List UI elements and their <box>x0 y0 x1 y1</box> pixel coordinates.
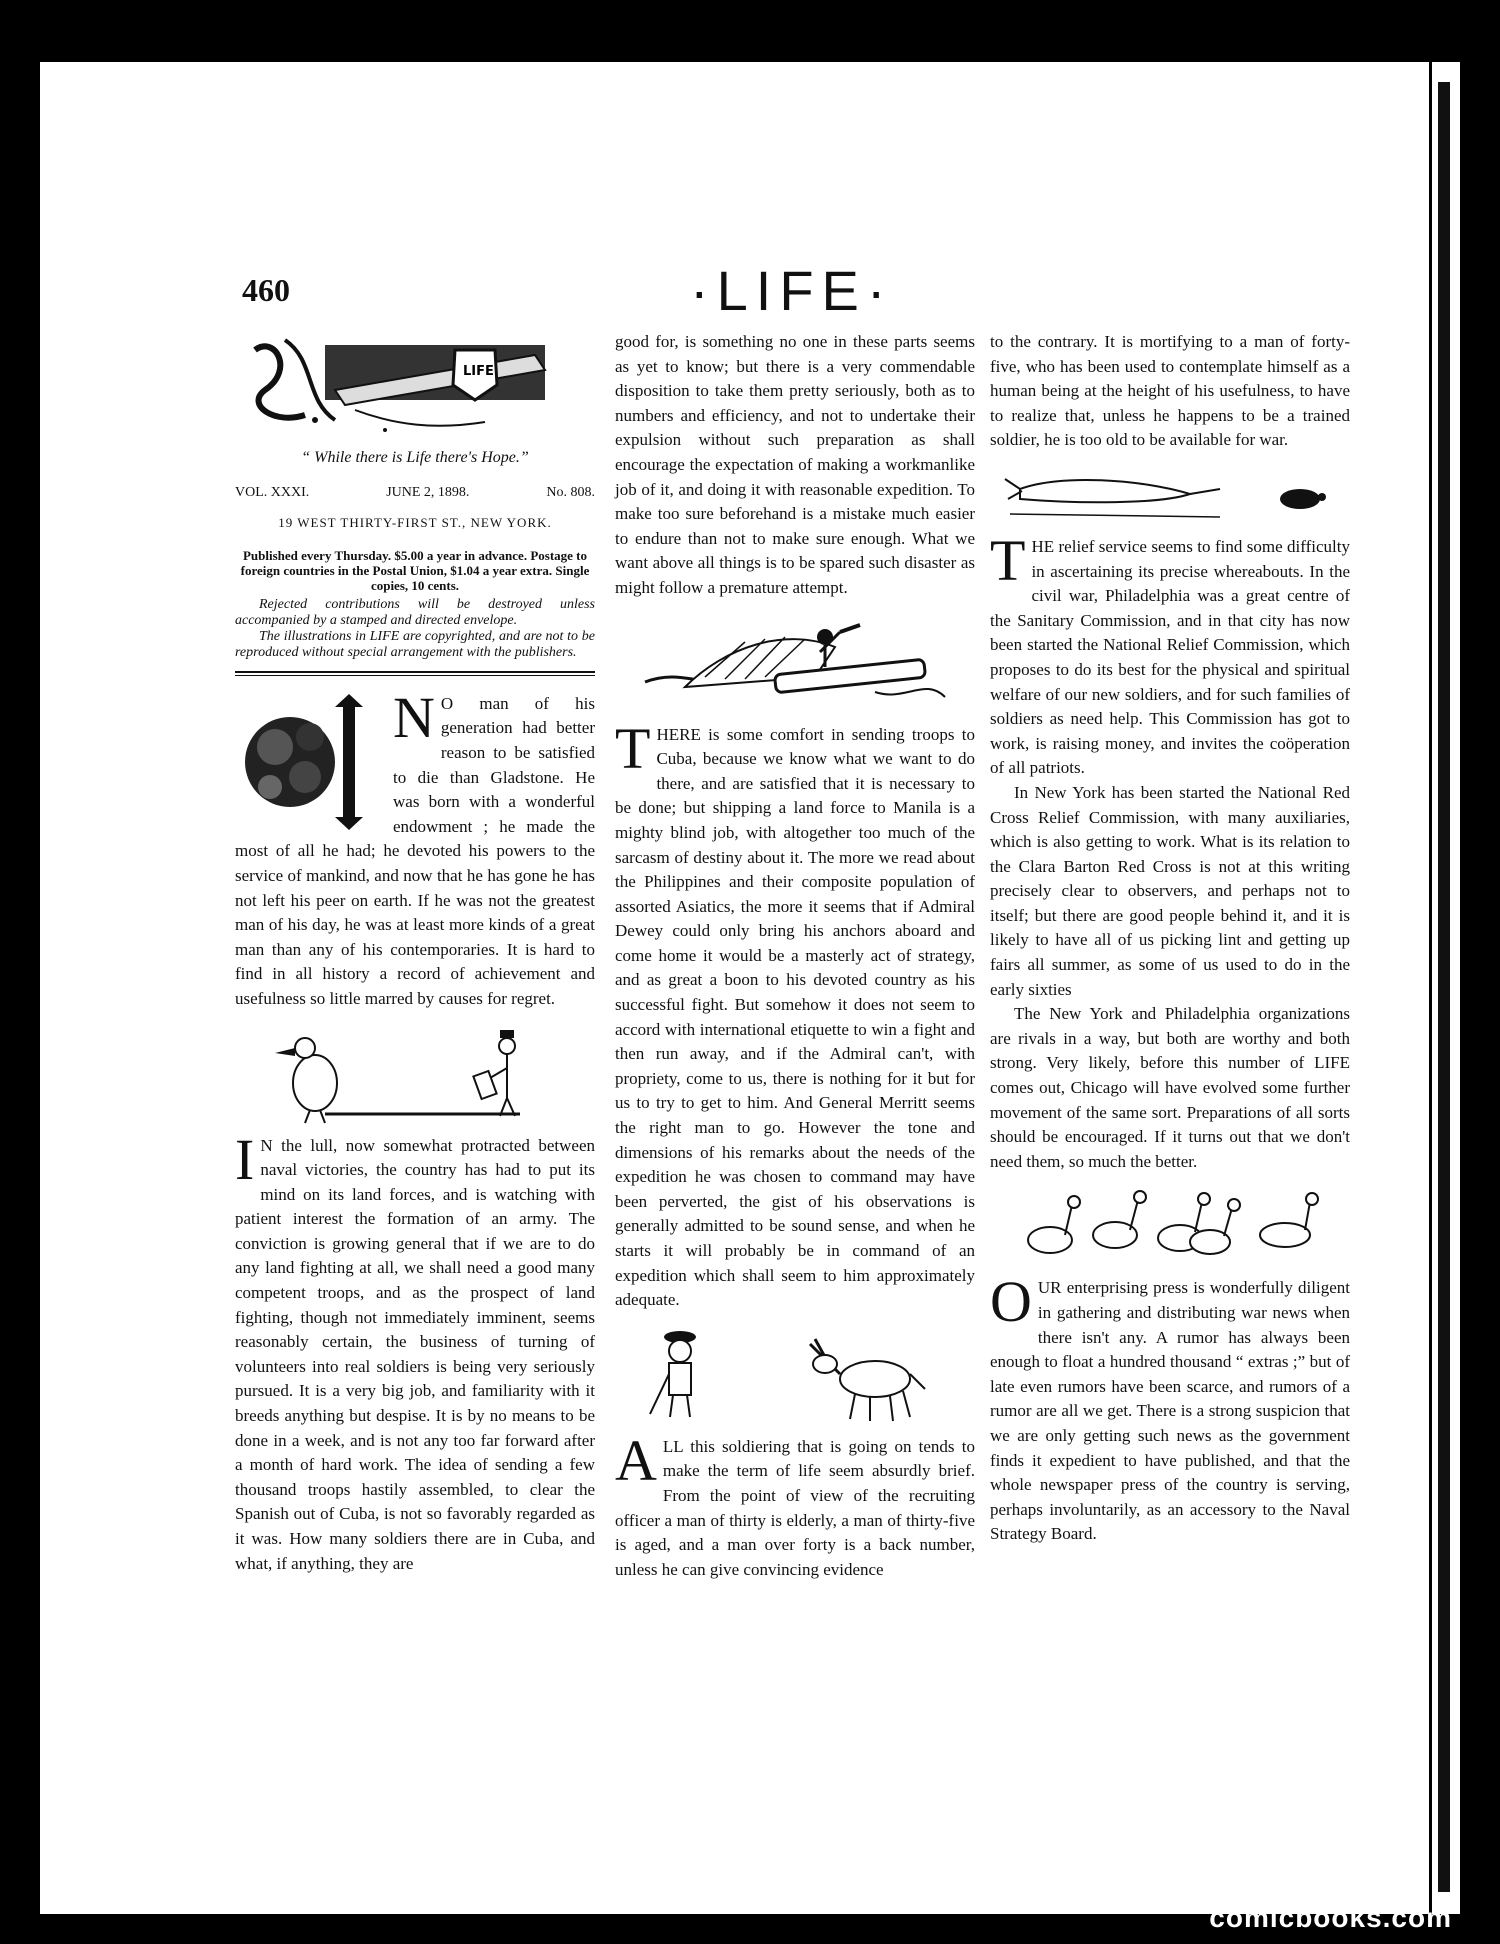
gladstone-wreath-illustration <box>235 692 385 832</box>
volume-label: VOL. XXXI. <box>235 484 310 500</box>
soldier-and-donkey-cartoon <box>625 1319 965 1429</box>
soldiering-paragraph: ALL this soldiering that is going on tends to make the term of life seem absurdly brief. From the point of view of the recruiting officer a man of thirty is elderly, a man of thirty-five is aged, and a man over forty is a back number, unless he can give convincing evidence <box>615 1427 975 1579</box>
column-1 <box>235 330 595 1576</box>
relief-paragraph: THE relief service seems to find some difficulty in ascertaining its precise whereabouts. In the civil war, Philadelphia was a great centre of the Sanitary Commission, and in that city has now been started the National Relief Commission, which proposes to do its best for the physical and spiritual welfare of our new soldiers, and for such families of soldiers as need help. This Commission has got to work, is raising money, and invites the coöperation of all patriots. <box>990 527 1350 778</box>
page-number: 460 <box>242 272 290 308</box>
masthead-illustration <box>235 330 595 440</box>
flying-cannon-cartoon <box>625 607 965 717</box>
drop-cap: O <box>990 1269 1032 1335</box>
drop-cap: A <box>615 1427 657 1493</box>
rivals-paragraph: The New York and Philadelphia organizations are rivals in a way, but both are worthy and both strong. Very likely, before this number of LIFE comes out, Chicago will have evolved some further movement of the same sort. Preparations of all sorts should be encouraged. If it turns out that we don't need them, so much the better. <box>990 1004 1350 1171</box>
new-york-paragraph: In New York has been started the National Red Cross Relief Commission, with many auxiliaries, which is also getting to work. What is its relation to the Clara Barton Red Cross is not at this writing precisely clear to observers, and perhaps not to itself; but there are good people behind it, and it is likely to have all of us picking lint and getting up fairs all summer, as some of us used to do in the early sixties <box>990 782 1350 999</box>
copyright-notice: The illustrations in LIFE are copyrighted, and are not to be reproduced without special arrangement with the publishers. <box>235 628 595 660</box>
magazine-title: ·LIFE· <box>690 259 894 322</box>
gladstone-paragraph: N O man of his generation had better reason to be satisfied to die than Gladstone. He was born with a wonderful endowment ; he made the most of all he had; he devoted his powers to the service of mankind, and now that he has gone he has not left his peer on earth. If he was not the greatest man of his day, he was at least more kinds of a great man than any of his contemporaries. It is hard to find in all history a record of achievement and usefulness so little marred by causes for regret. <box>235 684 595 1008</box>
press-paragraph: OUR enterprising press is wonderfully diligent in gathering and distributing war news when there isn't any. A rumor has always been enough to float a hundred thousand “ extras ;” but of late even rumors have been scarce, and rumors of a rumor are all we get. There is a strong suspicion that we are only getting such news as the government finds it expedient to have published, and that the whole newspaper press of the country is serving, perhaps involuntarily, as an accessory to the Naval Strategy Board. <box>990 1269 1350 1544</box>
source-watermark: comicbooks.com <box>1209 1902 1452 1933</box>
publisher-address: 19 WEST THIRTY-FIRST ST., NEW YORK. <box>278 515 552 531</box>
manila-paragraph: THERE is some comfort in sending troops to Cuba, because we know what we want to do there, and are satisfied that it is necessary to be done; but shipping a land force to Manila is a mighty blind job, with altogether too much of the sarcasm of destiny about it. The more we read about the Philippines and their composite population of assorted Asiatics, the more it seems that if Admiral Dewey could only bring his anchors aboard and come home it would be a masterly act of strategy, and as great a boon to his devoted country as his successful fight. But somehow it does not seem to accord with international etiquette to win a fight and then run away, and if the Admiral can't, with propriety, come to us, there is nothing for it but for us to try to get to him. And General Merritt seems the right man to go. However the tone and dimensions of his remarks about the needs of the expedition he was chosen to command may have been perverted, the gist of his observations is generally admitted to be sound sense, and when he starts it will probably be in command of an expedition which shall seem to him approximately adequate. <box>615 715 975 1310</box>
next-page-edge <box>1429 62 1460 1914</box>
bird-and-man-cartoon <box>265 1018 565 1128</box>
drop-cap: N <box>393 684 435 750</box>
drop-cap: I <box>235 1126 255 1192</box>
issue-number: No. 808. <box>546 484 595 500</box>
drop-cap: T <box>990 527 1026 593</box>
section-rule <box>235 671 595 676</box>
svg-text:LIFE: LIFE <box>463 364 494 379</box>
issue-info-row <box>235 481 595 506</box>
drop-cap: T <box>615 715 651 781</box>
continued-paragraph: to the contrary. It is mortifying to a man of forty-five, who has been used to contemplate himself as a human being at the height of his usefulness, to have to realize that, unless he happens to be a trained soldier, he is too old to be available for war. <box>990 332 1350 450</box>
continued-paragraph: good for, is something no one in these parts seems as yet to know; but there is a very commendable disposition to take them pretty seriously, both as to numbers and efficiency, and not to undertake their expulsion without such preparation as shall encourage the expectation of making a workmanlike job of it, and doing it with reasonable expedition. To make too sure beforehand is a mistake much easier to endure than not to make sure enough. What we want above all things is to be spared such disaster as might follow a premature attempt. <box>615 332 975 597</box>
column-3 <box>990 330 1350 1547</box>
rabbit-and-turtle-cartoon <box>1000 459 1340 529</box>
army-paragraph: I N the lull, now somewhat protracted between naval victories, the country has had to put its mind on its land forces, and is watching with patient interest the formation of an army. The conviction is growing general that if we are to do any land fighting at all, we shall need a good many competent troops, and as the prospect of land fighting, though not immediately imminent, seems reasonably certain, the business of turning of volunteers into real soldiers is being very seriously pursued. It is a very big job, and familiarity with it breeds anything but despise. It is by no means to be done in a week, and is not any too far forward after a month of hard work. The idea of sending a few thousand troops hastily assembled, to clear the Spanish out of Cuba, is not so favorably regarded as it was. How many soldiers there are in Cuba, and what, if anything, they are <box>235 1126 595 1573</box>
column-2 <box>615 330 975 1582</box>
publication-info: Published every Thursday. $5.00 a year in advance. Postage to foreign countries in the Postal Union, $1.04 a year extra. Single copies, 10 cents. <box>240 547 590 593</box>
issue-date: JUNE 2, 1898. <box>386 484 470 500</box>
masthead-motto: “ While there is Life there's Hope.” <box>301 449 529 466</box>
contributions-notice: Rejected contributions will be destroyed unless accompanied by a stamped and directed envelope. <box>235 596 595 628</box>
geese-cartoon <box>1010 1180 1330 1270</box>
